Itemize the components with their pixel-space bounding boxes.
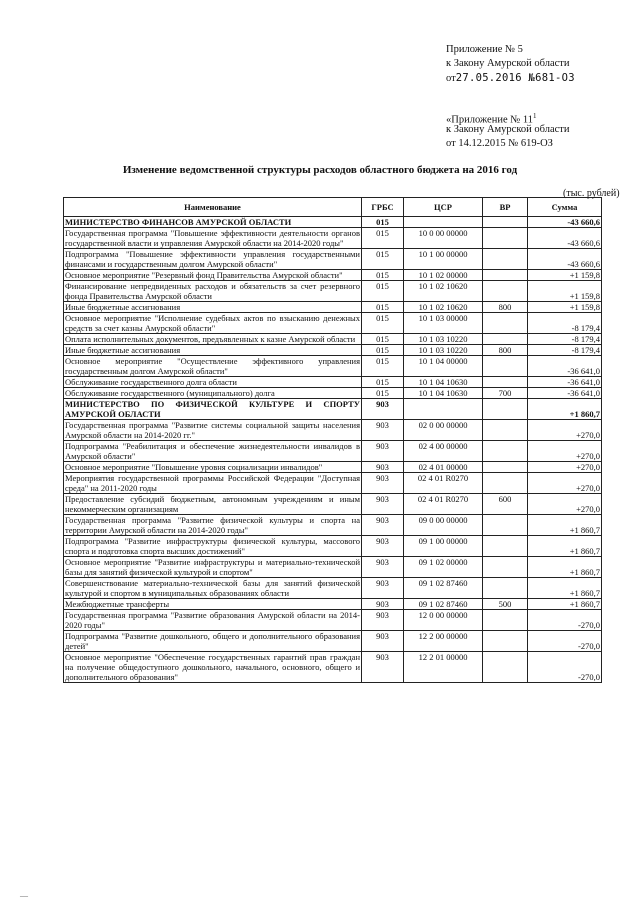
law-date-line [446, 72, 575, 85]
table-row [64, 302, 602, 313]
cell-name: Государственная программа "Развитие образования Амурской области на 2014-2020 годы" [65, 610, 360, 630]
cell-sum: -43 660,6 [528, 249, 602, 270]
cell-sum: +270,0 [528, 441, 602, 462]
table-row [64, 377, 602, 388]
cell-sum: +1 860,7 [528, 599, 602, 610]
cell-vr [483, 270, 528, 281]
appendix-superscript: 1 [532, 112, 537, 120]
table-row [64, 515, 602, 536]
cell-csr: 10 1 00 00000 [404, 249, 483, 270]
column-header-sum: Сумма [528, 198, 602, 217]
page-footer-mark: — [20, 891, 28, 900]
cell-grbs: 015 [362, 388, 404, 399]
cell-sum: +1 159,8 [528, 270, 602, 281]
cell-csr: 10 1 03 10220 [404, 345, 483, 356]
cell-grbs: 015 [362, 313, 404, 334]
cell-name: Иные бюджетные ассигнования [64, 302, 362, 313]
cell-sum: -270,0 [528, 652, 602, 683]
cell-csr: 10 1 04 00000 [404, 356, 483, 377]
cell-grbs: 903 [362, 599, 404, 610]
table-row [64, 652, 602, 683]
cell-name: Подпрограмма "Развитие дошкольного, общего и дополнительного образования детей" [65, 631, 360, 651]
cell-sum: +1 860,7 [528, 399, 602, 420]
cell-name: Межбюджетные трансферты [64, 599, 362, 610]
cell-sum: +270,0 [528, 494, 602, 515]
handwritten-date: 27.05.2016 №681-ОЗ [455, 72, 575, 84]
cell-vr [483, 377, 528, 388]
cell-vr [483, 228, 528, 249]
cell-csr: 10 1 02 10620 [404, 302, 483, 313]
cell-vr [483, 356, 528, 377]
cell-grbs: 903 [362, 515, 404, 536]
cell-name: Иные бюджетные ассигнования [64, 345, 362, 356]
cell-name: Финансирование непредвиденных расходов и обязательств за счет резервного фонда Правительства Амурской области [65, 281, 360, 301]
table-row [64, 313, 602, 334]
cell-csr: 10 1 04 10630 [404, 377, 483, 388]
cell-sum: +1 860,7 [528, 515, 602, 536]
table-row [64, 356, 602, 377]
original-appendix-label: «Приложение № 11 [446, 114, 533, 126]
cell-vr [483, 652, 528, 683]
cell-name: Подпрограмма "Развитие инфраструктуры физической культуры, массового спорта и подготовка спорта высших достижений" [65, 536, 360, 556]
cell-sum: +1 860,7 [528, 536, 602, 557]
cell-grbs: 903 [362, 610, 404, 631]
cell-vr [483, 473, 528, 494]
table-body [64, 217, 602, 683]
cell-vr [483, 399, 528, 420]
cell-sum: -8 179,4 [528, 334, 602, 345]
cell-csr: 09 1 02 87460 [404, 599, 483, 610]
cell-name: Основное мероприятие "Исполнение судебных актов по взысканию денежных средств за счет казны Амурской области" [65, 313, 360, 333]
cell-csr: 02 4 01 R0270 [404, 494, 483, 515]
cell-csr: 09 1 02 87460 [404, 578, 483, 599]
cell-name: Государственная программа "Развитие физической культуры и спорта на территории Амурской области на 2014-2020 годы" [65, 515, 360, 535]
cell-sum: +270,0 [528, 462, 602, 473]
cell-sum: -43 660,6 [528, 228, 602, 249]
table-row [64, 631, 602, 652]
cell-csr: 10 1 04 10630 [404, 388, 483, 399]
table-row [64, 494, 602, 515]
table-row [64, 441, 602, 462]
cell-grbs: 015 [362, 377, 404, 388]
original-law-reference: к Закону Амурской области [446, 124, 570, 135]
cell-vr [483, 557, 528, 578]
table-header-row [64, 198, 602, 217]
table-row [64, 334, 602, 345]
ministry-row [64, 399, 602, 420]
cell-vr [483, 334, 528, 345]
cell-sum: -270,0 [528, 610, 602, 631]
cell-grbs: 015 [362, 249, 404, 270]
cell-name: Основное мероприятие "Резервный фонд Правительства Амурской области" [64, 270, 362, 281]
cell-name: Государственная программа "Повышение эффективности деятельности органов государственной власти и управления Амурской области на 2014-2020 годы" [65, 228, 360, 248]
table-row [64, 536, 602, 557]
cell-csr: 10 1 03 10220 [404, 334, 483, 345]
cell-name: Государственная программа "Развитие системы социальной защиты населения Амурской области на 2014-2020 гг." [65, 420, 360, 440]
table-row [64, 462, 602, 473]
cell-grbs: 903 [362, 420, 404, 441]
cell-sum: -36 641,0 [528, 388, 602, 399]
table-row [64, 345, 602, 356]
cell-csr: 02 0 00 00000 [404, 420, 483, 441]
column-header-vr: ВР [483, 198, 528, 217]
cell-name: Основное мероприятие "Обеспечение государственных гарантий прав граждан на получение общедоступного дошкольного, начального, основного, общего и дополнительного образования" [65, 652, 360, 682]
table-row [64, 599, 602, 610]
cell-csr: 10 0 00 00000 [404, 228, 483, 249]
cell-csr: 02 4 01 R0270 [404, 473, 483, 494]
cell-sum: -36 641,0 [528, 377, 602, 388]
cell-vr [483, 536, 528, 557]
units-label: (тыс. рублей) [563, 188, 620, 199]
cell-name: Подпрограмма "Повышение эффективности управления государственными финансами и государственным долгом Амурской области" [65, 249, 360, 269]
column-header-grbs: ГРБС [362, 198, 404, 217]
cell-grbs: 903 [362, 557, 404, 578]
cell-sum: +270,0 [528, 420, 602, 441]
cell-name: Подпрограмма "Реабилитация и обеспечение жизнедеятельности инвалидов в Амурской области" [65, 441, 360, 461]
cell-sum: +270,0 [528, 473, 602, 494]
cell-vr: 600 [483, 494, 528, 515]
table-row [64, 270, 602, 281]
cell-grbs: 015 [362, 270, 404, 281]
cell-vr [483, 313, 528, 334]
cell-grbs: 903 [362, 494, 404, 515]
cell-sum: -8 179,4 [528, 345, 602, 356]
cell-csr: 12 2 00 00000 [404, 631, 483, 652]
cell-name: Совершенствование материально-технической базы для занятий физической культурой и спортом в муниципальных образованиях области [65, 578, 360, 598]
cell-name: Оплата исполнительных документов, предъявленных к казне Амурской области [64, 334, 362, 345]
appendix-number: Приложение № 5 [446, 44, 523, 55]
cell-csr: 09 0 00 00000 [404, 515, 483, 536]
law-reference: к Закону Амурской области [446, 58, 570, 69]
cell-sum: -43 660,6 [528, 217, 602, 228]
cell-csr: 10 1 03 00000 [404, 313, 483, 334]
column-header-name: Наименование [64, 198, 362, 217]
cell-csr: 12 0 00 00000 [404, 610, 483, 631]
cell-csr: 09 1 00 00000 [404, 536, 483, 557]
cell-vr [483, 217, 528, 228]
cell-vr: 800 [483, 302, 528, 313]
cell-grbs: 015 [362, 345, 404, 356]
cell-csr: 02 4 01 00000 [404, 462, 483, 473]
cell-vr [483, 578, 528, 599]
original-law-date: от 14.12.2015 № 619-ОЗ [446, 138, 553, 149]
cell-vr [483, 462, 528, 473]
table-row [64, 557, 602, 578]
cell-vr [483, 441, 528, 462]
cell-grbs: 015 [362, 334, 404, 345]
table-row [64, 420, 602, 441]
cell-name: МИНИСТЕРСТВО ПО ФИЗИЧЕСКОЙ КУЛЬТУРЕ И СПОРТУ АМУРСКОЙ ОБЛАСТИ [65, 399, 360, 419]
cell-name: МИНИСТЕРСТВО ФИНАНСОВ АМУРСКОЙ ОБЛАСТИ [64, 217, 362, 228]
cell-name: Основное мероприятие "Развитие инфраструктуры и материально-технической базы для занятий физической культурой и спортом" [65, 557, 360, 577]
cell-name: Обслуживание государственного (муниципального) долга [64, 388, 362, 399]
cell-vr [483, 281, 528, 302]
budget-table [63, 197, 602, 683]
cell-name: Обслуживание государственного долга области [64, 377, 362, 388]
cell-sum: +1 860,7 [528, 578, 602, 599]
table-row [64, 228, 602, 249]
cell-csr [404, 217, 483, 228]
cell-sum: +1 159,8 [528, 302, 602, 313]
cell-vr: 500 [483, 599, 528, 610]
table-row [64, 281, 602, 302]
cell-vr [483, 249, 528, 270]
cell-grbs: 903 [362, 462, 404, 473]
cell-sum: -8 179,4 [528, 313, 602, 334]
cell-sum: -36 641,0 [528, 356, 602, 377]
cell-grbs: 903 [362, 441, 404, 462]
cell-name: Мероприятия государственной программы Российской Федерации "Доступная среда" на 2011-2020 годы [65, 473, 360, 493]
cell-name: Основное мероприятие "Повышение уровня социализации инвалидов" [64, 462, 362, 473]
table-row [64, 610, 602, 631]
cell-csr: 02 4 00 00000 [404, 441, 483, 462]
cell-csr [404, 399, 483, 420]
cell-vr [483, 420, 528, 441]
table-row [64, 249, 602, 270]
cell-sum: +1 860,7 [528, 557, 602, 578]
cell-grbs: 015 [362, 217, 404, 228]
law-date-prefix: от [446, 73, 456, 84]
cell-vr [483, 631, 528, 652]
cell-csr: 10 1 02 10620 [404, 281, 483, 302]
cell-grbs: 903 [362, 399, 404, 420]
cell-grbs: 903 [362, 578, 404, 599]
cell-grbs: 903 [362, 473, 404, 494]
cell-grbs: 903 [362, 536, 404, 557]
cell-grbs: 015 [362, 302, 404, 313]
column-header-csr: ЦСР [404, 198, 483, 217]
cell-sum: -270,0 [528, 631, 602, 652]
cell-csr: 10 1 02 00000 [404, 270, 483, 281]
cell-csr: 09 1 02 00000 [404, 557, 483, 578]
cell-vr [483, 515, 528, 536]
cell-csr: 12 2 01 00000 [404, 652, 483, 683]
cell-vr: 800 [483, 345, 528, 356]
cell-grbs: 015 [362, 281, 404, 302]
cell-vr [483, 610, 528, 631]
cell-grbs: 015 [362, 356, 404, 377]
cell-sum: +1 159,8 [528, 281, 602, 302]
cell-vr: 700 [483, 388, 528, 399]
document-title: Изменение ведомственной структуры расходов областного бюджета на 2016 год [122, 164, 518, 176]
table-row [64, 578, 602, 599]
cell-name: Предоставление субсидий бюджетным, автономным учреждениям и иным некоммерческим организациям [65, 494, 360, 514]
table-row [64, 473, 602, 494]
cell-grbs: 903 [362, 652, 404, 683]
table-row [64, 388, 602, 399]
cell-name: Основное мероприятие "Осуществление эффективного управления государственным долгом Амурской области" [65, 356, 360, 376]
cell-grbs: 015 [362, 228, 404, 249]
cell-grbs: 903 [362, 631, 404, 652]
ministry-row [64, 217, 602, 228]
